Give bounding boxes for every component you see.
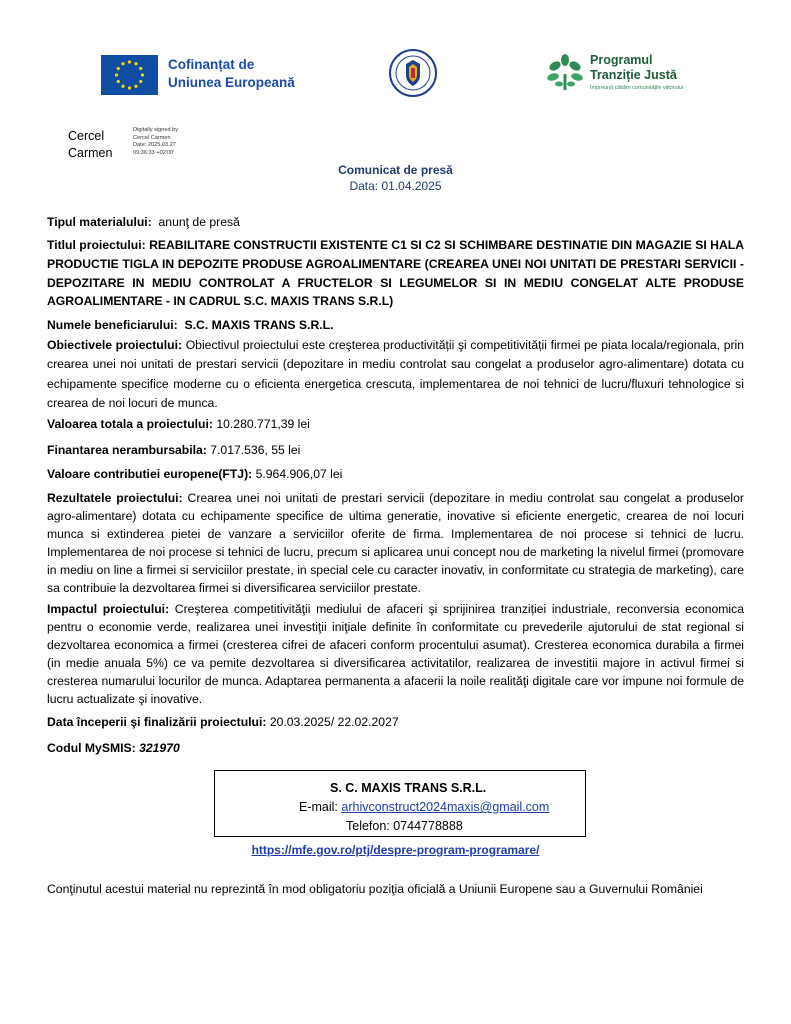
eu-star-mark [139,80,142,83]
impact-label: Impactul proiectului [47,602,166,616]
signature-name-line-2: Carmen [68,146,113,160]
eu-contribution: Valoare contributiei europene(FTJ): 5.964.906,07 lei [47,467,343,481]
results-value: Crearea unei noi unitati de prestari servicii (depozitare in mediu controlat sau congelat a produselor agro-alimentare) dotata cu echipamente specifice de ultima generatie, inovative si eficiente energetic, crearea de noi locuri munca si extinderea pietei de vanzare a serviciilor oferite de firma. Implementarea de noi procese si tehnici de lucru. Implementarea de noi procese si tehnici de lucru, precum si aplicarea unui concept nou de marketing la nivelul firmei (promovare in mediu on line a firmei si serviciilor prestate, in special cele cu caracter inovativ, in conformitate cu strategia de marketing), care sa contribuie la dezvoltarea firmei si diversificarea serviciilor prestate. [47,491,744,595]
results-label: Rezultatele proiectului [47,491,179,505]
digital-signature-details [133,127,178,157]
project-impact: Impactul proiectului: Creşterea competitivităţii mediului de afaceri şi sprijinirea tranziției industriale, reconversia economica pentru o economie verde, realizarea unei investiţii iniţiale definite în conformitate cu prevederile ajutorului de stat regional si dezvoltarea economica a firmei (cresterea cifrei de afaceri conform procentului asumat). Cresterea economica durabila a firmei (in medie anuala 5%) ce va pemite dezvoltarea si diversificarea activitatilor, realizarea de investitii majore in activul firmei si cresterea numarului locurilor de munca. Adaptarea permanenta a afacerii la noile realităţi digitale care vor impune noi formule de lucru actualizate şi inovative. [47,602,745,706]
contact-phone: Telefon: 0744778888 [346,819,463,833]
nonrefundable-label: Finantarea nerambursabila [47,443,203,457]
eu-line-1: Cofinanțat de [168,57,255,72]
government-seal-logo [389,49,437,97]
eu-cofinancing-text [168,56,295,92]
mysmis-code: Codul MySMIS: 321970 [47,741,180,755]
contact-box [214,770,586,837]
objectives-value: Obiectivul proiectului este creşterea productivității şi competitivității firmei pe piata locala/regionala, prin crearea unei noi unitati de prestari servicii (depozitare in mediu controlat sau congelat a produselor agro-alimentare) dotata cu echipamente specifice moderne cu o eficienta energetica crescuta, implementarea de noi tehnici de lucru/fluxuri tehnologice si crearea de noi locuri de munca. [47,338,745,410]
eu-contribution-amount: 5.964.906,07 lei [255,467,343,481]
project-title-value: REABILITARE CONSTRUCTII EXISTENTE C1 SI C2 SI SCHIMBARE DESTINATIE DIN MAGAZIE SI HALA PRODUCTIE TIGLA IN DEPOZITE PRODUSE AGROALIMENTARE (CREAREA UNEI NOI UNITATI DE PRESTARI SERVICII - DEPOZITARE IN MEDIU CONTROLAT A FRUCTELOR SI LEGUMELOR SI IN MEDIU CONGELAT ALTE PRODUSE AGROALIMENTARE - IN CADRUL S.C. MAXIS TRANS S.R.L) [47,238,744,309]
ptj-tagline: Împreună clădim comunităţile viitorului [590,85,684,91]
eu-star-mark [141,73,144,76]
beneficiary-value: S.C. MAXIS TRANS S.R.L. [184,318,334,332]
material-type: Tipul materialului: anunţ de presă [47,215,240,229]
project-dates: Data începerii şi finalizării proiectului: 20.03.2025/ 22.02.2027 [47,715,399,729]
eu-contribution-label: Valoare contributiei europene(FTJ) [47,467,249,481]
eu-line-2: Uniunea Europeană [168,75,295,90]
objectives-label: Obiectivele proiectului [47,338,178,352]
eu-stars-icon [101,55,158,95]
eu-star-mark [121,62,124,65]
romania-coat-of-arms-icon [389,49,437,97]
press-release-date: Data: 01.04.2025 [349,179,442,193]
eu-flag-logo [101,55,158,95]
eu-star-mark [117,67,120,70]
eu-star-mark [121,85,124,88]
eu-star-mark [117,80,120,83]
eu-star-mark [115,73,118,76]
project-title: Titlul proiectului: REABILITARE CONSTRUCTII EXISTENTE C1 SI C2 SI SCHIMBARE DESTINATIE DIN MAGAZIE SI HALA PRODUCTIE TIGLA IN DEPOZITE PRODUSE AGROALIMENTARE (CREAREA UNEI NOI UNITATI DE PRESTARI SERVICII - DEPOZITARE IN MEDIU CONTROLAT A FRUCTELOR SI LEGUMELOR SI IN MEDIU CONGELAT ALTE PRODUSE AGROALIMENTARE - IN CADRUL S.C. MAXIS TRANS S.R.L) [47,238,744,309]
ptj-line-2: Tranziție Justă [590,68,677,82]
signature-info-line-3: Date: 2025.03.27 [133,142,176,149]
ptj-program-name [590,53,677,83]
eu-star-mark [128,60,131,63]
total-value-label: Valoarea totala a proiectului [47,417,209,431]
total-value-amount: 10.280.771,39 lei [216,417,310,431]
signature-info-line-4: 09:36:33 +02'00' [133,149,175,156]
program-url-link[interactable]: https://mfe.gov.ro/ptj/despre-program-programare/ [251,843,540,857]
material-type-label: Tipul materialului [47,215,148,229]
impact-value: Creşterea competitivităţii mediului de afaceri şi sprijinirea tranziției industriale, reconversia economica pentru o economie verde, realizarea unei investiţii iniţiale definite în conformitate cu prevederile ajutorului de stat regional si dezvoltarea economica a firmei (cresterea cifrei de afaceri conform procentului asumat). Cresterea economica durabila a firmei (in medie anuala 5%) ce va pemite dezvoltarea si diversificarea activitatilor, realizarea de investitii majore in activul firmei si cresterea numarului locurilor de munca. Adaptarea permanenta a afacerii la noile realităţi digitale care vor impune noi formule de lucru actualizate şi inovative. [47,602,745,706]
press-release-title: Comunicat de presă [338,163,453,177]
project-results: Rezultatele proiectului: Crearea unei noi unitati de prestari servicii (depozitare in mediu controlat sau congelat a produselor agro-alimentare) dotata cu echipamente specifice de ultima generatie, inovative si eficiente energetic, crearea de noi locuri munca si extinderea pietei de vanzare a serviciilor oferite de firma. Implementarea de noi procese si tehnici de lucru. Implementarea de noi procese si tehnici de lucru, precum si aplicarea unui concept nou de marketing la nivelul firmei (promovare in mediu on line a firmei si serviciilor prestate, in special cele cu caracter inovativ, in conformitate cu strategia de marketing), care sa contribuie la dezvoltarea firmei si diversificarea serviciilor prestate. [47,491,744,595]
signature-name-line-1: Cercel [68,129,105,143]
eu-star-mark [134,85,137,88]
email-link[interactable]: arhivconstruct2024maxis@gmail.com [341,800,550,814]
contact-email-line [299,799,549,815]
signature-info-line-2: Cercel Carmen [133,134,171,141]
signature-info-line-1: Digitally signed by [133,127,179,133]
material-type-value: anunţ de presă [158,215,240,229]
ptj-line-1: Programul [590,53,653,67]
project-objectives: Obiectivele proiectului: Obiectivul proiectului este creşterea productivității şi competitivității firmei pe piata locala/regionala, prin crearea unei noi unitati de prestari servicii (depozitare in mediu controlat sau congelat a produselor agro-alimentare) dotata cu echipamente specifice moderne cu o eficienta energetica crescuta, implementarea de noi tehnici de lucru/fluxuri tehnologice si crearea de noi locuri de munca. [47,338,745,410]
tree-icon [545,52,585,92]
contact-company: S. C. MAXIS TRANS S.R.L. [330,781,487,795]
disclaimer: Conţinutul acestui material nu reprezintă în mod obligatoriu poziţia oficială a Uniunii Europene sau a Guvernului României [47,882,703,896]
digital-signature-name [68,128,112,162]
mysmis-value: 321970 [139,741,180,755]
mysmis-label: Codul MySMIS [47,741,132,755]
dates-label: Data începerii şi finalizării proiectului [47,715,263,729]
eu-star-mark [128,86,131,89]
eu-star-mark [134,62,137,65]
project-title-label: Titlul proiectului [47,238,142,252]
nonrefundable-amount: 7.017.536, 55 lei [210,443,301,457]
total-value: Valoarea totala a proiectului: 10.280.771,39 lei [47,417,310,431]
beneficiary-label: Numele beneficiarului [47,318,174,332]
eu-star-mark [139,67,142,70]
ptj-tree-logo [545,52,585,92]
nonrefundable-financing: Finantarea nerambursabila: 7.017.536, 55 lei [47,443,301,457]
beneficiary: Numele beneficiarului: S.C. MAXIS TRANS S.R.L. [47,318,334,332]
dates-value: 20.03.2025/ 22.02.2027 [269,715,399,729]
email-label: E-mail: [299,800,338,814]
